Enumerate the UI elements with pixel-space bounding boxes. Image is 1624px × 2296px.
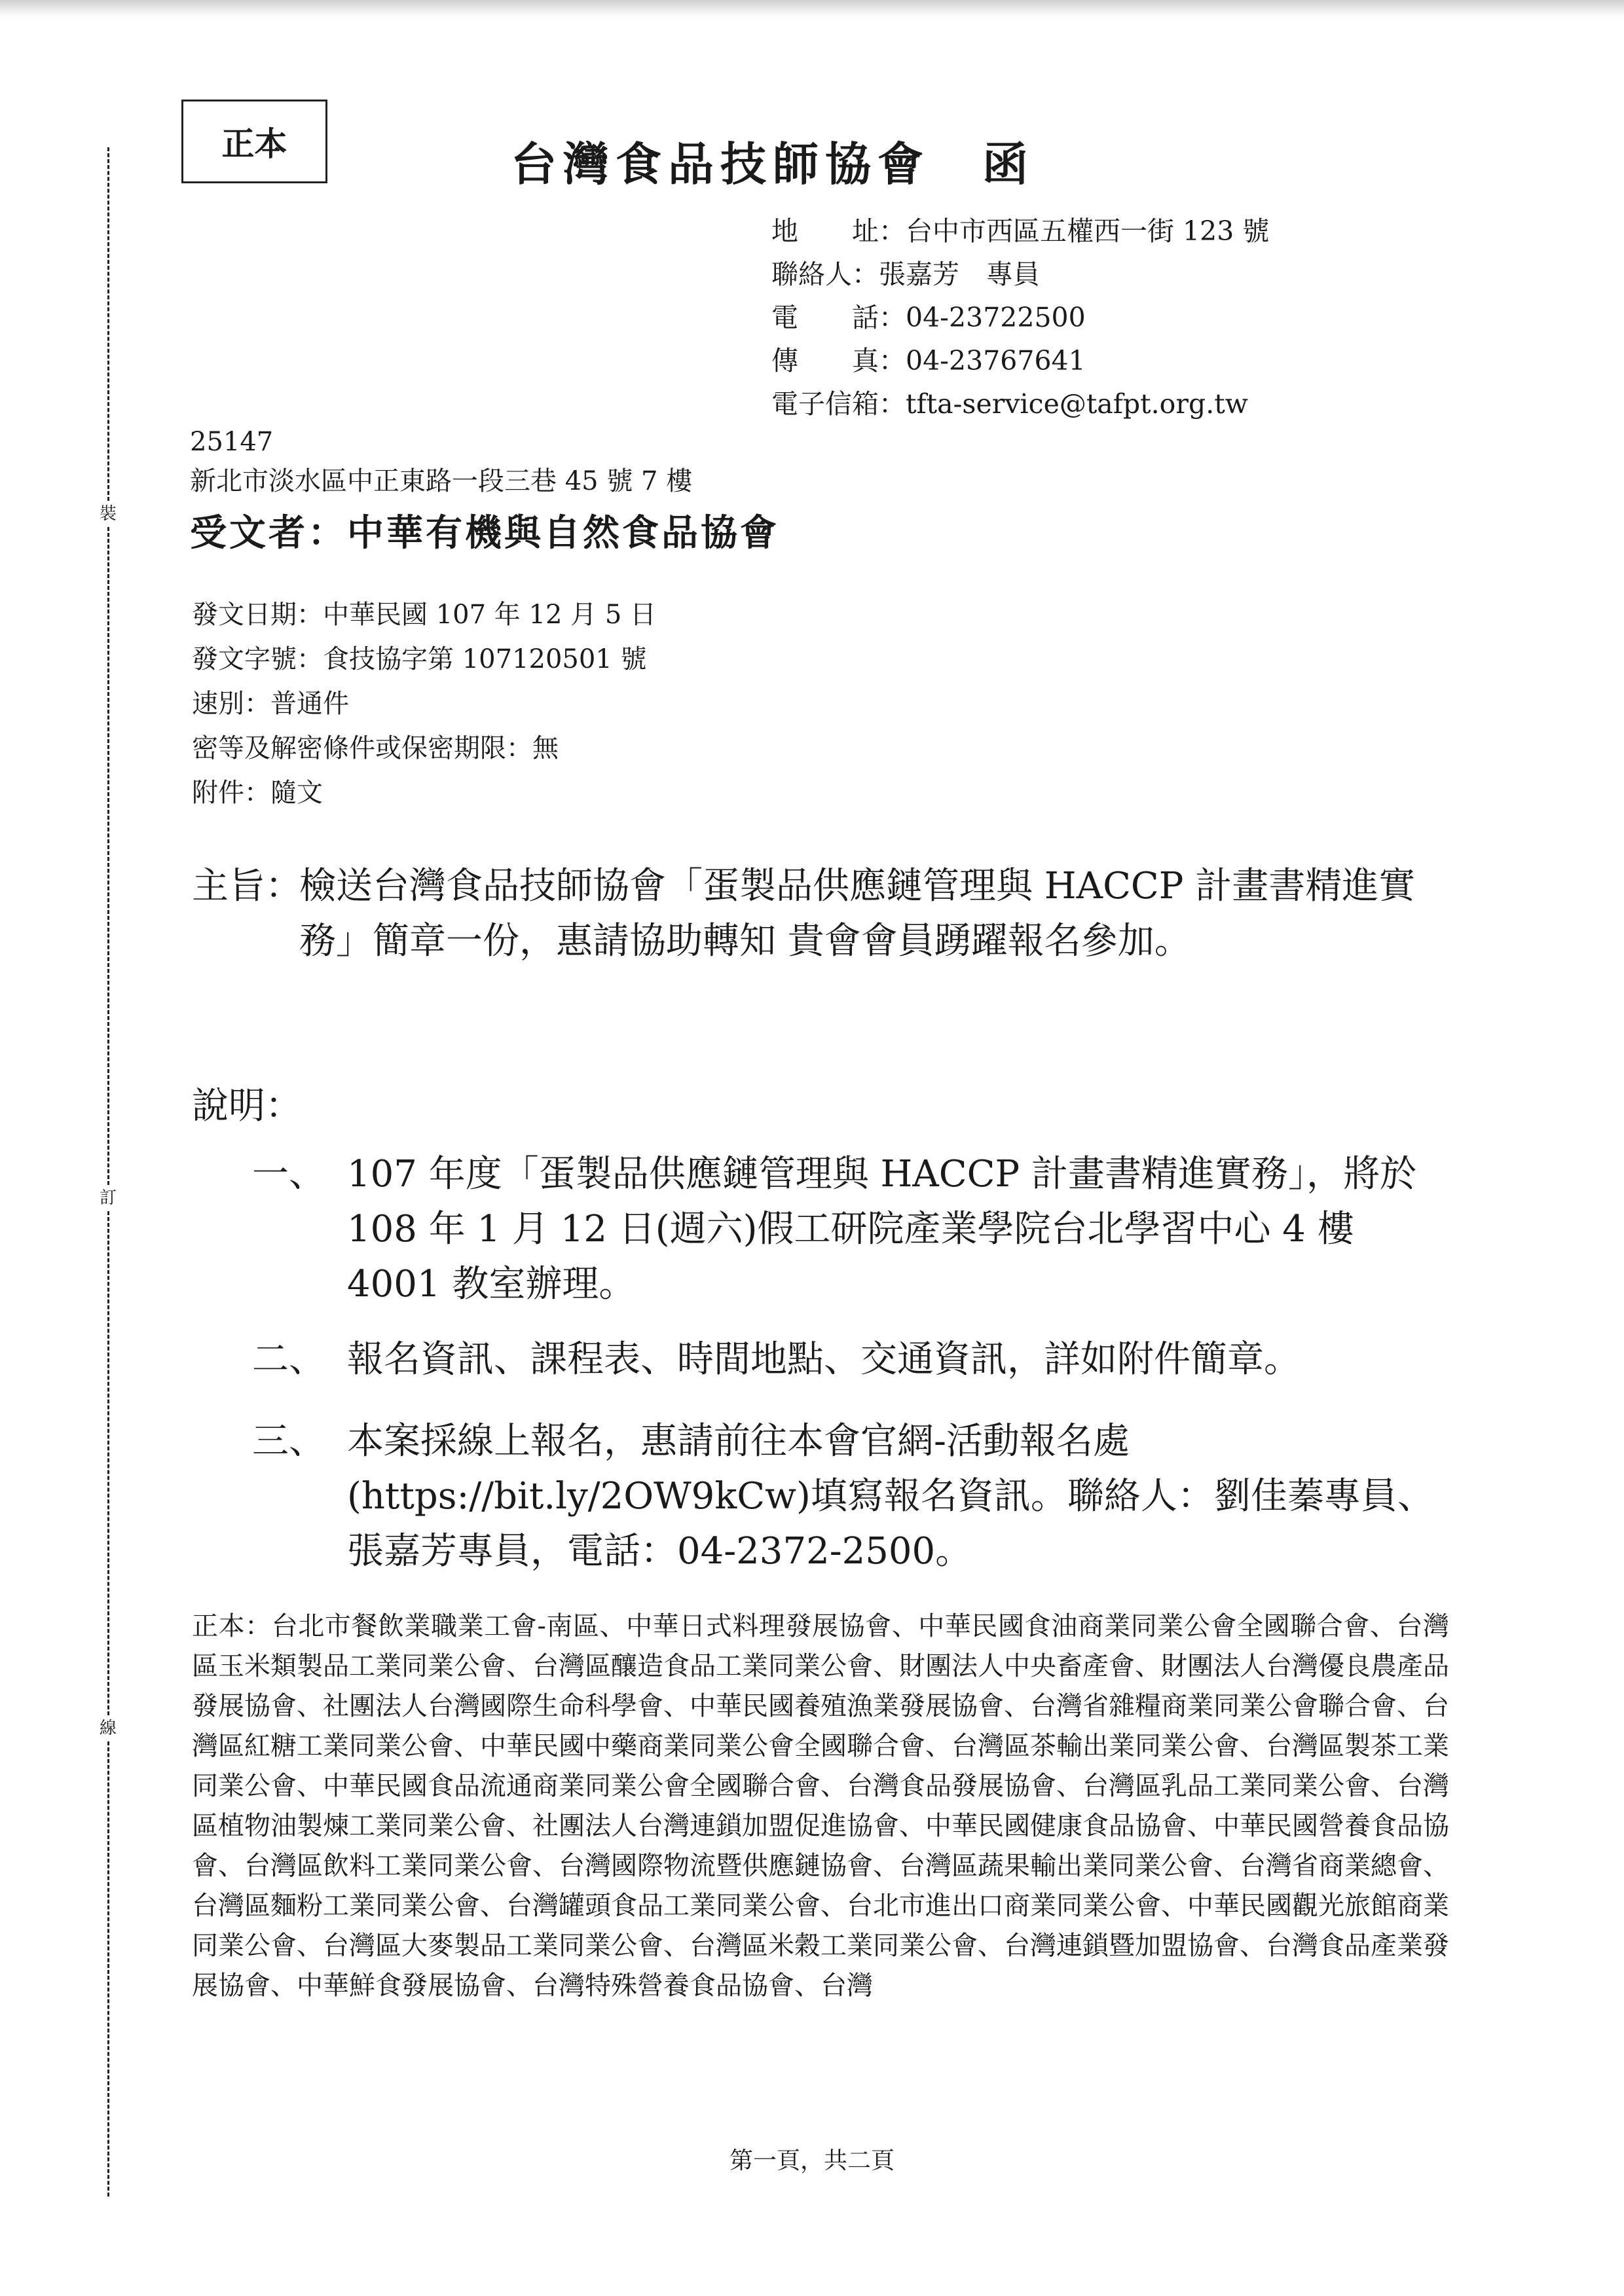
scan-edge bbox=[0, 0, 1624, 17]
binding-mark-staple: 訂 bbox=[99, 1188, 117, 1208]
original-copy-stamp: 正本 bbox=[181, 100, 327, 183]
attachment-note: 附件：隨文 bbox=[192, 778, 323, 808]
security-level: 密等及解密條件或保密期限：無 bbox=[192, 733, 559, 763]
sender-address: 地 址：台中市西區五權西一街 123 號 bbox=[771, 215, 1270, 247]
binding-dash bbox=[107, 1741, 109, 2196]
recipient-address: 新北市淡水區中正東路一段三巷 45 號 7 樓 bbox=[190, 466, 693, 496]
item-text: 本案採線上報名，惠請前往本會官網-活動報名處(https://bit.ly/2OW9kCw)填寫報名資訊。聯絡人：劉佳蓁專員、張嘉芳專員，電話：04-2372-2500。 bbox=[347, 1420, 1434, 1573]
recipient-zip: 25147 bbox=[190, 427, 274, 457]
sender-contact-block bbox=[771, 210, 1269, 426]
binding-dash bbox=[107, 527, 109, 1185]
binding-mark-bind: 裝 bbox=[99, 504, 117, 524]
issue-date: 發文日期：中華民國 107 年 12 月 5 日 bbox=[192, 600, 656, 630]
recipient: 受文者：中華有機與自然食品協會 bbox=[190, 511, 779, 555]
item-number: 二、 bbox=[252, 1338, 325, 1381]
item-text: 107 年度「蛋製品供應鏈管理與 HACCP 計畫書精進實務」，將於 108 年 1 月 12 日(週六)假工研院產業學院台北學習中心 4 樓 4001 教室辦理。 bbox=[347, 1153, 1416, 1305]
document-number: 發文字號：食技協字第 107120501 號 bbox=[192, 644, 647, 674]
sender-fax: 傳 真：04-23767641 bbox=[771, 345, 1086, 376]
item-text: 報名資訊、課程表、時間地點、交通資訊，詳如附件簡章。 bbox=[347, 1338, 1301, 1381]
sender-email: 電子信箱：tfta-service@tafpt.org.tw bbox=[771, 388, 1248, 420]
document-title: 台灣食品技師協會 函 bbox=[511, 137, 1035, 191]
page-number: 第一頁，共二頁 bbox=[729, 2147, 895, 2174]
recipient-address-block bbox=[190, 422, 692, 501]
delivery-speed: 速別：普通件 bbox=[192, 689, 349, 719]
subject-label: 主旨： bbox=[192, 865, 302, 907]
sender-phone: 電 話：04-23722500 bbox=[771, 302, 1086, 333]
subject-text: 檢送台灣食品技師協會「蛋製品供應鏈管理與 HACCP 計畫書精進實務」簡章一份，惠請協助轉知 貴會會員踴躍報名參加。 bbox=[299, 865, 1416, 962]
cc-distribution-list: 正本：台北市餐飲業職業工會-南區、中華日式料理發展協會、中華民國食油商業同業公會全國聯合會、台灣區玉米類製品工業同業公會、台灣區釀造食品工業同業公會、財團法人中央畜產會、財團法人台灣優良農產品發展協會、社團法人台灣國際生命科學會、中華民國養殖漁業發展協會、台灣省雜糧商業同業公會聯合會、台灣區紅糖工業同業公會、中華民國中藥商業同業公會全國聯合會、台灣區茶輸出業同業公會、台灣區製茶工業同業公會、中華民國食品流通商業同業公會全國聯合會、台灣食品發展協會、台灣區乳品工業同業公會、台灣區植物油製煉工業同業公會、社團法人台灣連鎖加盟促進協會、中華民國健康食品協會、中華民國營養食品協會、台灣區飲料工業同業公會、台灣國際物流暨供應鏈協會、台灣區蔬果輸出業同業公會、台灣省商業總會、台灣區麵粉工業同業公會、台灣罐頭食品工業同業公會、台北市進出口商業同業公會、中華民國觀光旅館商業同業公會、台灣區大麥製品工業同業公會、台灣區米穀工業同業公會、台灣連鎖暨加盟協會、台灣食品產業發展協會、中華鮮食發展協會、台灣特殊營養食品協會、台灣 bbox=[192, 1611, 1449, 2001]
sender-contact-person: 聯絡人：張嘉芳 專員 bbox=[771, 259, 1040, 290]
item-number: 三、 bbox=[252, 1420, 325, 1463]
binding-mark-line: 線 bbox=[99, 1719, 117, 1738]
binding-dash bbox=[107, 1211, 109, 1715]
item-number: 一、 bbox=[252, 1153, 325, 1195]
explanation-label: 說明： bbox=[192, 1085, 302, 1127]
binding-dash bbox=[107, 147, 109, 501]
document-meta bbox=[192, 592, 656, 815]
binding-margin bbox=[98, 147, 118, 2196]
